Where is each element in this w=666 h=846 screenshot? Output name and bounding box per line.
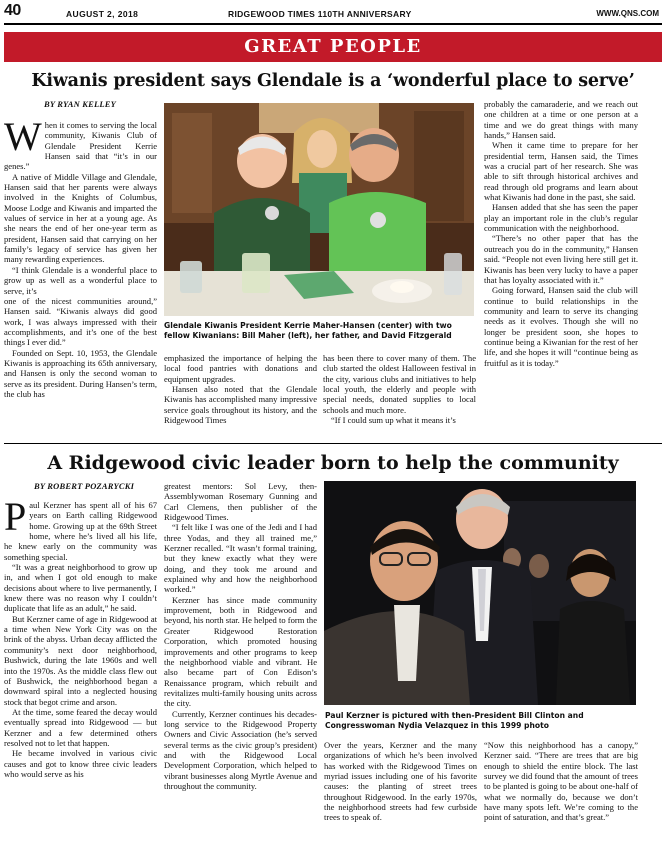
issue-date: AUGUST 2, 2018 <box>66 9 139 19</box>
article1-photo-caption: Glendale Kiwanis President Kerrie Maher-Hansen (center) with two fellow Kiwanians: Bill Maher (left), her father, and David Fitzgerald <box>164 321 452 340</box>
article1-paragraph: “If I could sum up what it means it’s <box>331 415 456 426</box>
article1-paragraph: has been there to cover many of them. The club started the oldest Halloween festival in the city, various clubs and initiatives to help local youth, the elderly and people with special needs, donated supplies to local schools and much more. <box>323 353 476 415</box>
article2-column-4 <box>484 740 638 840</box>
article1-byline: BY RYAN KELLEY <box>44 99 117 109</box>
article1-column-2 <box>164 353 317 431</box>
article1-paragraph: Founded on Sept. 10, 1953, the Glendale Kiwanis is approaching its 65th anniversary, and Hansen is only the second woman to serve as its president. During Hansen’s term, the club has <box>4 347 157 399</box>
article2-column-1 <box>4 500 157 840</box>
article2-paragraph: Kerzner has since made community improvement, both in Ridgewood and beyond, his north star. He helped to form the Greater Ridgewood Restoration Corporation, which promoted housing improvements and other programs to keep the neighborhood viable and vibrant. He also became part of Con Edison’s Renaissance program, which rebuilt and revitalizes multi-family housing units across the city. <box>164 594 317 709</box>
article2-paragraph: aul Kerzner has spent all of his 67 years on Earth calling Ridgewood home. Growing up at the 69th Street home, where he’s lived all his life, he knew early on the community was something special. <box>4 500 157 562</box>
section-banner: GREAT PEOPLE <box>4 32 662 62</box>
article2-column-2 <box>164 481 317 840</box>
article2-photo-caption: Paul Kerzner is pictured with then-President Bill Clinton and Congresswoman Nydia Velazquez in this 1999 photo <box>325 711 584 730</box>
article1-paragraph: When it came time to prepare for her presidential term, Hansen said, the Times was a crucial part of her research. She was able to sift through historical archives and read through old programs and learn about what Kiwanis had done in the past, she said. <box>484 140 638 203</box>
article1-dropcap: W <box>4 120 42 159</box>
article1-paragraph: A native of Middle Village and Glendale, Hansen said that her parents were always involved in the Knights of Columbus, Moose Lodge and Kiwanis and imparted the values of service in her at a young age. As she nears the end of her one-year term as president, Hansen said that carrying on her family’s legacy of service has given her many rewarding experiences. <box>4 171 157 265</box>
article2-paragraph: “I felt like I was one of the Jedi and I had three Yodas, and they all trained me,” Kerzner recalled. “It wasn’t formal training, but they knew exactly what they were doing, and they took me around and explained why and how the neighborhood worked.” <box>164 522 317 595</box>
article2-dropcap: P <box>4 500 27 539</box>
article2-paragraph: “It was a great neighborhood to grow up in, and when I got old enough to make decisions about where to live permanently, I knew there was no reason why I couldn’t duplicate that life as an adult,” he said. <box>4 562 157 614</box>
article2-paragraph: At the time, some feared the decay would eventually spread into Ridgewood — but Kerzner and a few determined others resolved not to let that happen. <box>4 706 157 748</box>
article2-paragraph: greatest mentors: Sol Levy, then-Assemblywoman Rosemary Gunning and Carl Clemens, then publisher of the Ridgewood Times. <box>164 481 317 523</box>
article1-paragraph: hen it comes to serving the local community, Kiwanis Club of Glendale President Kerrie Hansen said that “it’s in our genes.” <box>4 120 157 172</box>
article2-paragraph: Currently, Kerzner continues his decades-long service to the Ridgewood Property Owners and Civic Association (he’s served several terms as the civic group’s president) and with the Ridgewood Local Development Corporation, which helped to vibrant businesses along Myrtle Avenue and throughout the community. <box>164 708 317 791</box>
article2-column-3 <box>324 740 477 840</box>
article2-paragraph: Over the years, Kerzner and the many organizations of which he’s been involved has worked with the Ridgewood Times on myriad issues including one of his favorite causes: the planting of street trees throughout Ridgewood. In the early 1970s, the neighborhood streets had few curbside trees to speak of. <box>324 740 477 823</box>
clinton-photo-image <box>324 481 636 705</box>
article1-paragraph: probably the camaraderie, and we reach out one children at a time or one person at a time and we do great things with many hands,” Hansen said. <box>484 99 638 141</box>
article2-headline: A Ridgewood civic leader born to help the community <box>47 452 619 474</box>
article1-paragraph: “There’s no other paper that has the outreach you do in the community,” Hansen said. “People not even living here still get it. Kiwanis has been very lucky to have a paper that has loyalty associated with it.” <box>484 233 638 285</box>
article1-paragraph: Hansen added that she has seen the paper play an important role in the club’s regular communication with the neighborhood. <box>484 202 638 234</box>
article2-paragraph: “Now this neighborhood has a canopy,” Kerzner said. “There are trees that are big enough to shield the entire block. The last survey we did found that the amount of trees to be planted is going to be about one-half of what we normally do, because we don’t have many spots left. We’re coming to the point of saturation, and that’s great.” <box>484 740 638 823</box>
article-divider <box>4 443 662 444</box>
kiwanis-group-photo-image <box>164 103 474 316</box>
page-number: 40 <box>4 2 21 19</box>
article1-paragraph: emphasized the importance of helping the local food pantries with donations and equipment upgrades. <box>164 353 317 384</box>
article1-paragraph: Hansen also noted that the Glendale Kiwanis has accomplished many impressive service goals throughout its history, and the Ridgewood Times <box>164 384 317 426</box>
paper-title: RIDGEWOOD TIMES 110TH ANNIVERSARY <box>228 9 412 19</box>
header-rule <box>4 23 662 25</box>
article1-headline: Kiwanis president says Glendale is a ‘wonderful place to serve’ <box>31 71 635 91</box>
article2-paragraph: But Kerzner came of age in Ridgewood at a time when New York City was on the brink of the abyss. Urban decay afflicted the community’s next door neighborhood, Bushwick, during the late 1960s and well into the 1970s. As the middle class flew out of Bushwick, the neighborhood began a downward spiral into a neglected housing stock that begot crime and arson. <box>4 613 157 707</box>
article1-paragraph: “I think Glendale is a wonderful place to grow up as well as a wonderful place to serve, it’s <box>4 264 157 296</box>
article1-column-4 <box>484 99 638 431</box>
article2-paragraph: He became involved in various civic causes and got to know three civic leaders who would serve as his <box>4 748 157 779</box>
article2-photo <box>324 481 636 705</box>
article1-paragraph: Going forward, Hansen said the club will continue to build relationships in the community and learn to serve its changing needs as it evolves. Though she will no longer be president soon, she hopes to continue being a Kiwanian for the rest of her life, and she hopes it will “continue being as fruitful as it is today.” <box>484 285 638 368</box>
article1-paragraph: one of the nicest communities around,” Hansen said. “Kiwanis always did good work, I was always impressed with their accomplishments, and it’s one of the best things I ever did.” <box>4 295 157 348</box>
website-link[interactable]: WWW.QNS.COM <box>596 9 659 18</box>
article1-column-3 <box>323 353 476 431</box>
article2-byline: BY ROBERT POZARYCKI <box>34 481 135 491</box>
article1-photo <box>164 103 474 316</box>
article1-column-1 <box>4 120 157 430</box>
